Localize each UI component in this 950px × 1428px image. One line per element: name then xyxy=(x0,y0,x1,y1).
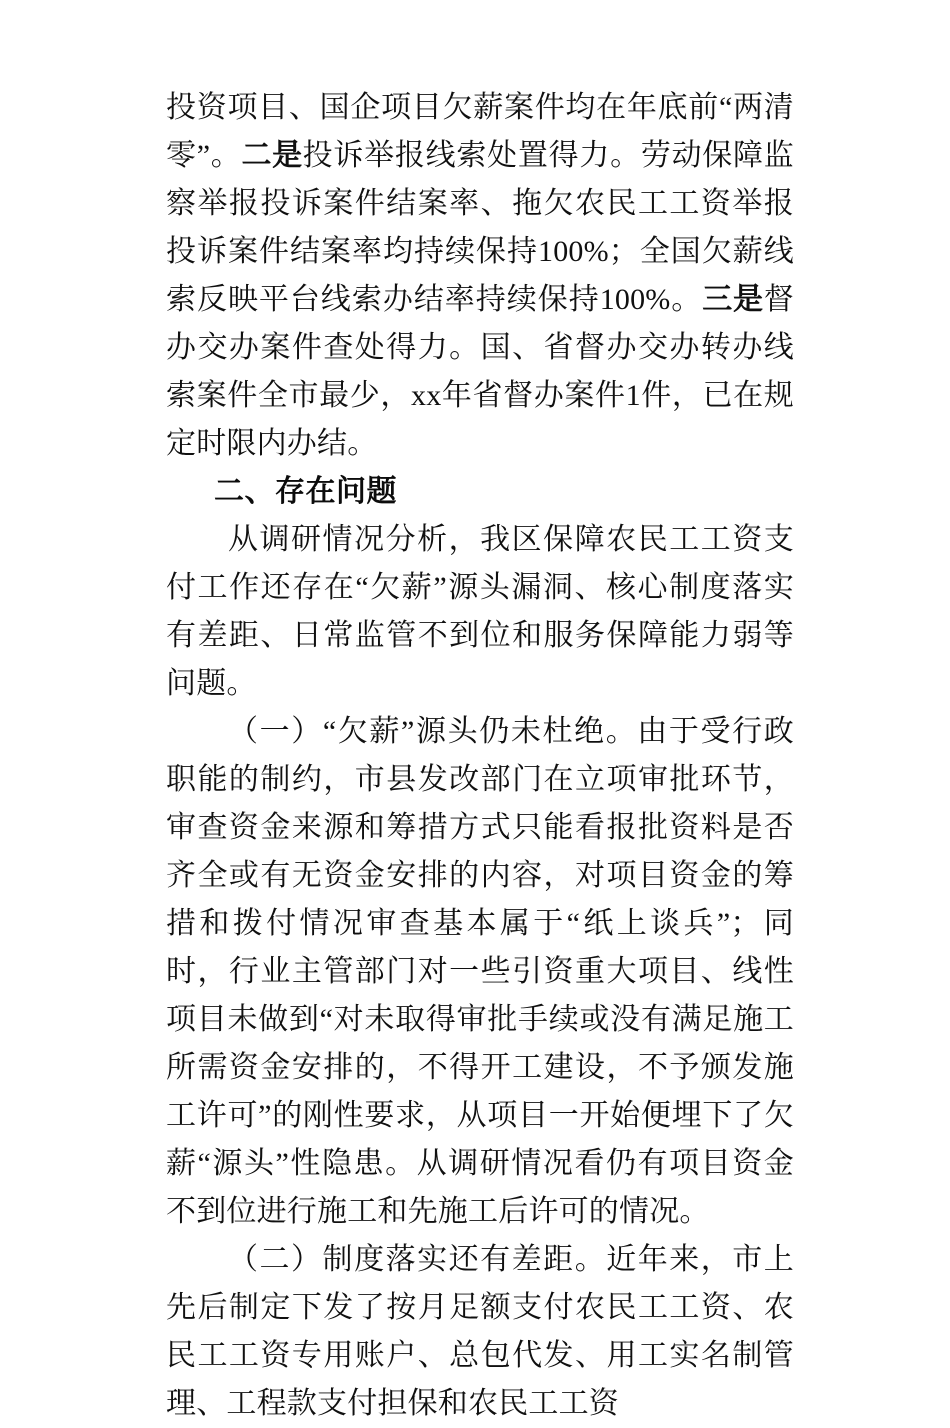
text-run: （一）“欠薪”源头仍未杜绝。由于受行政职能的制约，市县发改部门在立项审批环节，审查资金来源和筹措方式只能看报批资料是否齐全或有无资金安排的内容，对项目资金的筹措和拨付情况审查基本属于“纸上谈兵”；同时，行业主管部门对一些引资重大项目、线性项目未做到“对未取得审批手续或没有满足施工所需资金安排的，不得开工建设，不予颁发施工许可”的刚性要求，从项目一开始便埋下了欠薪“源头”性隐患。从调研情况看仍有项目资金不到位进行施工和先施工后许可的情况。 xyxy=(166,715,794,1228)
paragraph-item-two xyxy=(166,1236,794,1428)
text-run: 从调研情况分析，我区保障农民工工资支付工作还存在“欠薪”源头漏洞、核心制度落实有差距、日常监管不到位和服务保障能力弱等问题。 xyxy=(166,523,794,700)
text-run: 投诉举报线索处置得力。劳动保障监察举报投诉案件结案率、拖欠农民工工资举报投诉案件结案率均持续保持100%；全国欠薪线索反映平台线索办结率持续保持100%。 xyxy=(166,139,794,316)
text-run: （二）制度落实还有差距。近年来，市上先后制定下发了按月足额支付农民工工资、农民工工资专用账户、总包代发、用工实名制管理、工程款支付担保和农民工工资 xyxy=(166,1243,794,1420)
document-body xyxy=(166,84,794,1428)
paragraph-overview xyxy=(166,516,794,708)
paragraph-item-one xyxy=(166,708,794,1236)
paragraph-achievements-tail xyxy=(166,84,794,468)
heading-section-two: 二、存在问题 xyxy=(214,474,397,509)
emphasis-run: 三是 xyxy=(702,282,764,317)
text-run: 督办交办案件查处得力。国、省督办交办转办线索案件全市最少，xx年省督办案件1件，已在规定时限内办结。 xyxy=(166,283,794,460)
text-run: 投资项目、国企项目欠薪案件均在年底前“两清零”。 xyxy=(166,91,794,172)
emphasis-run: 二是 xyxy=(241,138,303,173)
